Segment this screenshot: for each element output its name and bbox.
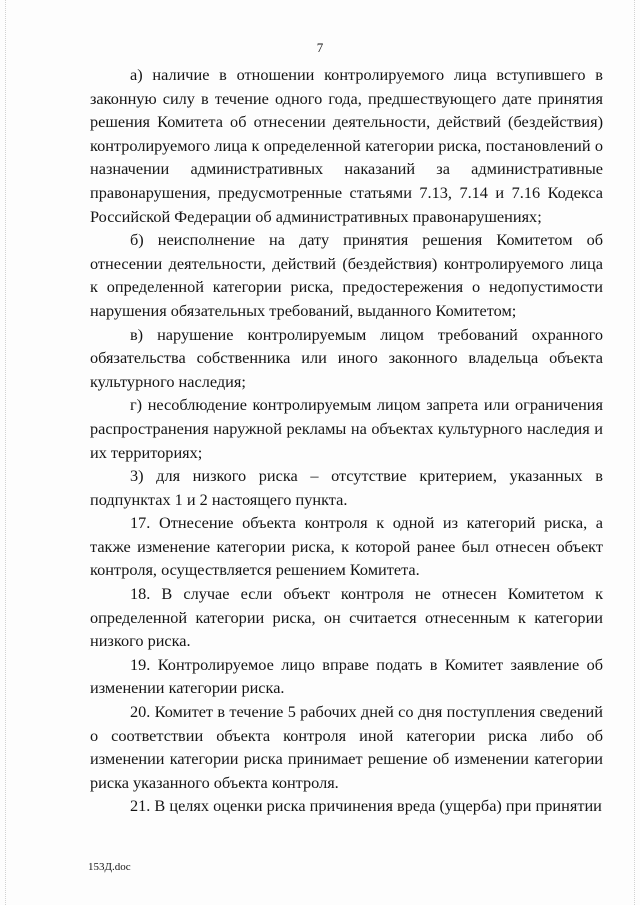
paragraph-item-a: а) наличие в отношении контролируемого лица вступившего в законную силу в течение одного года, предшествующего дате принятия решения Комитета об отнесении деятельности, действий (бездействия) контролируемого лица к определенной категории риска, постановлений о назначении административных наказаний за административные правонарушения, предусмотренные статьями 7.13, 7.14 и 7.16 Кодекса Российской Федерации об административных правонарушениях; [90,65,603,226]
paragraph-18: 18. В случае если объект контроля не отнесен Комитетом к определенной категории риска, он считается отнесенным к категории низкого риска. [90,584,603,651]
paragraph-21: 21. В целях оценки риска причинения вреда (ущерба) при принятии [130,796,602,816]
paragraph-item-b: б) неисполнение на дату принятия решения Комитетом об отнесении деятельности, действий (бездействия) контролируемого лица к определенной категории риска, предостережения о недопустимости нарушения обязательных требований, выданного Комитетом; [90,230,603,320]
paragraph-low-risk: 3) для низкого риска – отсутствие критерием, указанных в подпунктах 1 и 2 настоящего пункта. [90,466,603,509]
scan-edge-left [5,0,7,905]
footer-filename: 153Д.doc [88,861,131,873]
document-body [90,63,603,818]
paragraph-17: 17. Отнесение объекта контроля к одной из категорий риска, а также изменение категории риска, к которой ранее был отнесен объект контроля, осуществляется решением Комитета. [90,513,603,580]
paragraph-item-v: в) нарушение контролируемым лицом требований охранного обязательства собственника или иного законного владельца объекта культурного наследия; [90,324,603,391]
page-number: 7 [316,40,324,55]
scan-edge-right [634,0,636,905]
paragraph-19: 19. Контролируемое лицо вправе подать в Комитет заявление об изменении категории риска. [90,654,603,698]
paragraph-20: 20. Комитет в течение 5 рабочих дней со дня поступления сведений о соответствии объекта контроля иной категории риска либо об изменении категории риска принимает решение об изменении категории риска указанного объекта контроля. [90,702,603,792]
paragraph-item-g: г) несоблюдение контролируемым лицом запрета или ограничения распространения наружной рекламы на объектах культурного наследия и их территориях; [90,395,603,462]
